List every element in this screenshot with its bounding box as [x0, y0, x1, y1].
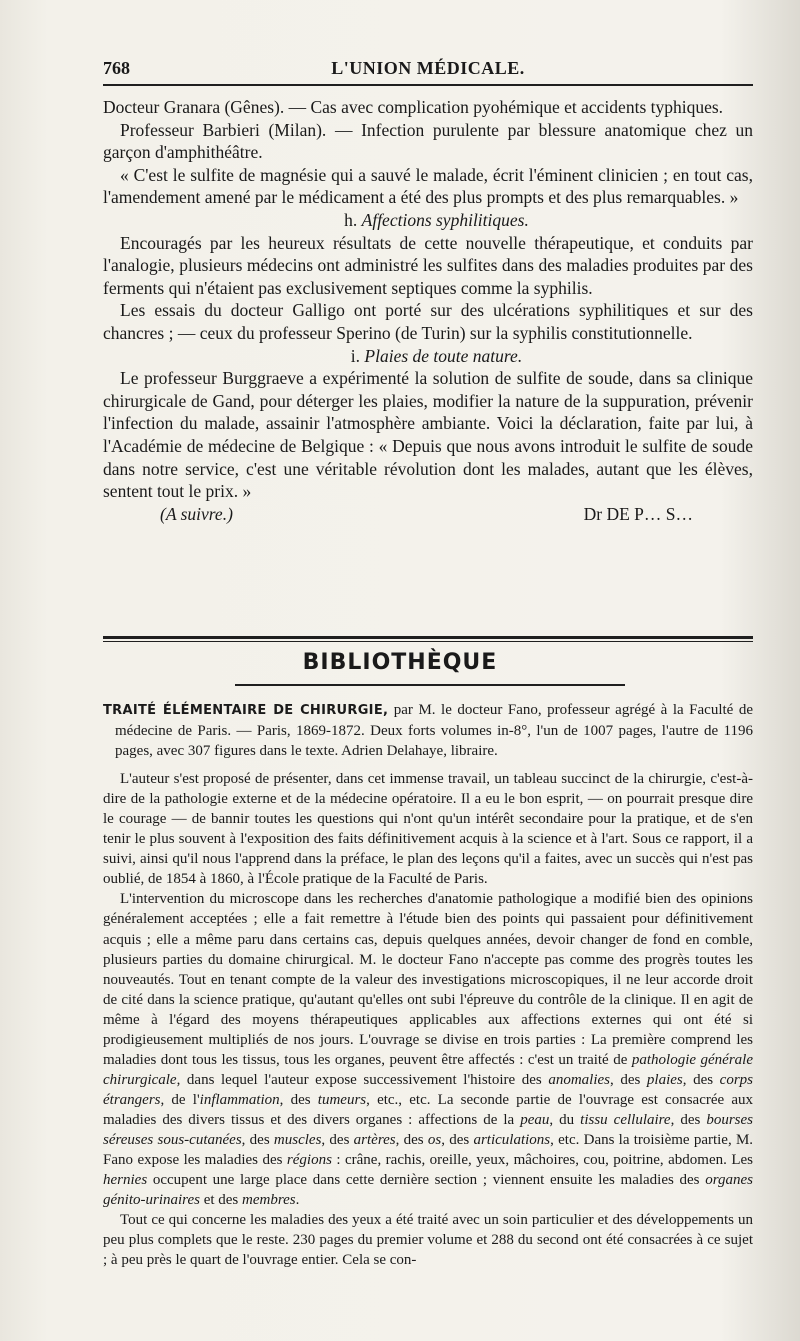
paragraph-burggraeve: Le professeur Burggraeve a expérimenté la solution de sulfite de soude, dans sa clinique chirurgicale de Gand, pour déterger les plaies, modifier la nature de la suppuration, prévenir l'infection du malade, assainir l'atmosphère ambiante. Voici la déclaration, faite par lui, à l'Académie de médecine de Belgique : « Depuis que nous avons introduit le sulfite de soude dans notre service, c'est une véritable révolution dont les malades, autant que les élèves, sentent tout le prix. » [103, 368, 753, 502]
continuation-line [103, 503, 753, 526]
section-rule-thin [103, 641, 753, 642]
section-heading-h [103, 209, 753, 232]
a-suivre-note: (A suivre.) [160, 503, 233, 524]
page-number: 768 [103, 58, 130, 78]
heading-underline [235, 684, 625, 686]
article-continuation [103, 96, 753, 525]
book-details: par M. le docteur Fano, professeur agrégé à la Faculté de médecine de Paris. — Paris, 1869-1872. Deux forts volumes in-8°, l'un de 1007 pages, l'autre de 1196 pages, avec 307 figures dans le texte. Adrien Delahaye, libraire. [115, 702, 754, 760]
review-paragraph-2: L'intervention du microscope dans les recherches d'anatomie pathologique a modifié bien des opinions généralement acceptées ; elle a fait remettre à l'étude bien des points qui passaient pour définitivement acquis ; elle a même paru dans certains cas, depuis quelques années, devoir changer de fond en comble, plusieurs parties du domaine chirurgical. M. le docteur Fano n'accepte pas comme des progrès toutes les nouveautés. Tout en tenant compte de la valeur des investigations microscopiques, il ne leur accorde droit de cité dans la science pratique, qu'autant qu'elles ont subi l'épreuve du contrôle de la clinique. Il en agit de même à l'égard des moyens thérapeutiques applicables aux affections externes qui ont été si prodigieusement multipliés de nos jours. L'ouvrage se divise en trois parties : La première comprend les maladies dont tous les tissus, tous les organes, peuvent être affectés : c'est un traité de pathologie générale chirurgicale, dans lequel l'auteur expose successivement l'histoire des anomalies, des plaies, des corps étrangers, de l'inflammation, des tumeurs, etc., etc. La seconde partie de l'ouvrage est consacrée aux maladies des divers tissus et des divers organes : affections de la peau, du tissu cellulaire, des bourses séreuses sous-cutanées, des muscles, des artères, des os, des articulations, etc. Dans la troisième partie, M. Fano expose les maladies des régions : crâne, rachis, oreille, yeux, mâchoires, cou, poitrine, abdomen. Les hernies occupent une large place dans cette dernière section ; viennent ensuite les maladies des organes génito-urinaires et des membres. [103, 891, 754, 1209]
section-i-number: i. [350, 345, 361, 366]
section-h-number: h. [344, 209, 358, 230]
section-heading-i [103, 345, 753, 368]
book-reference [103, 700, 753, 761]
case-barbieri: Professeur Barbieri (Milan). — Infection purulente par blessure anatomique chez un garçon d'amphithéâtre. [103, 119, 753, 163]
header-rule [103, 84, 753, 86]
section-h-title: Affections syphilitiques. [361, 209, 529, 230]
book-title: TRAITÉ ÉLÉMENTAIRE DE CHIRURGIE, [103, 703, 389, 718]
author-signature: Dr DE P… S… [583, 503, 693, 524]
page-header [103, 56, 753, 82]
bibliotheque-heading: BIBLIOTHÈQUE [302, 650, 498, 675]
bibliotheque-review [103, 700, 753, 1270]
review-paragraph-3: Tout ce qui concerne les maladies des yeux a été traité avec un soin particulier et des développements un peu plus complets que le reste. 230 pages du premier volume et 288 du second ont été consacrées à ce sujet ; à peu près le quart de l'ouvrage entier. Cela se con- [103, 1212, 753, 1269]
review-paragraph-1: L'auteur s'est proposé de présenter, dans cet immense travail, un tableau succinct de la chirurgie, c'est-à-dire de la pathologie externe et de la médecine opératoire. Il a eu le bon esprit, — on pourrait presque dire le courage — de bannir toutes les questions qui n'ont qu'un intérêt secondaire pour la pratique, et de s'en tenir le plus souvent à l'exposition des faits définitivement acquis à la science et à l'art. Sous ce rapport, il a suivi, ainsi qu'il nous l'apprend dans la préface, le plan des leçons qu'il a faites, avec un succès qui n'est pas oublié, de 1854 à 1860, à l'École pratique de la Faculté de Paris. [103, 771, 753, 888]
quote-paragraph: « C'est le sulfite de magnésie qui a sauvé le malade, écrit l'éminent clinicien ; en tout cas, l'amendement amené par le médicament a été des plus prompts et des plus remarquables. » [103, 164, 753, 208]
journal-title: L'UNION MÉDICALE. [331, 58, 525, 78]
paragraph-encourages: Encouragés par les heureux résultats de cette nouvelle thérapeutique, et conduits par l'analogie, plusieurs médecins ont administré les sulfites dans des maladies produites par des ferments qui n'étaient pas exclusivement septiques comme la syphilis. [103, 232, 753, 298]
section-i-title: Plaies de toute nature. [364, 345, 523, 366]
paragraph-essais: Les essais du docteur Galligo ont porté sur des ulcérations syphilitiques et sur des chancres ; — ceux du professeur Sperino (de Turin) sur la syphilis constitutionnelle. [103, 300, 753, 343]
case-granara: Docteur Granara (Gênes). — Cas avec complication pyohémique et accidents typhiques. [103, 97, 724, 117]
section-rule-thick [103, 636, 753, 639]
